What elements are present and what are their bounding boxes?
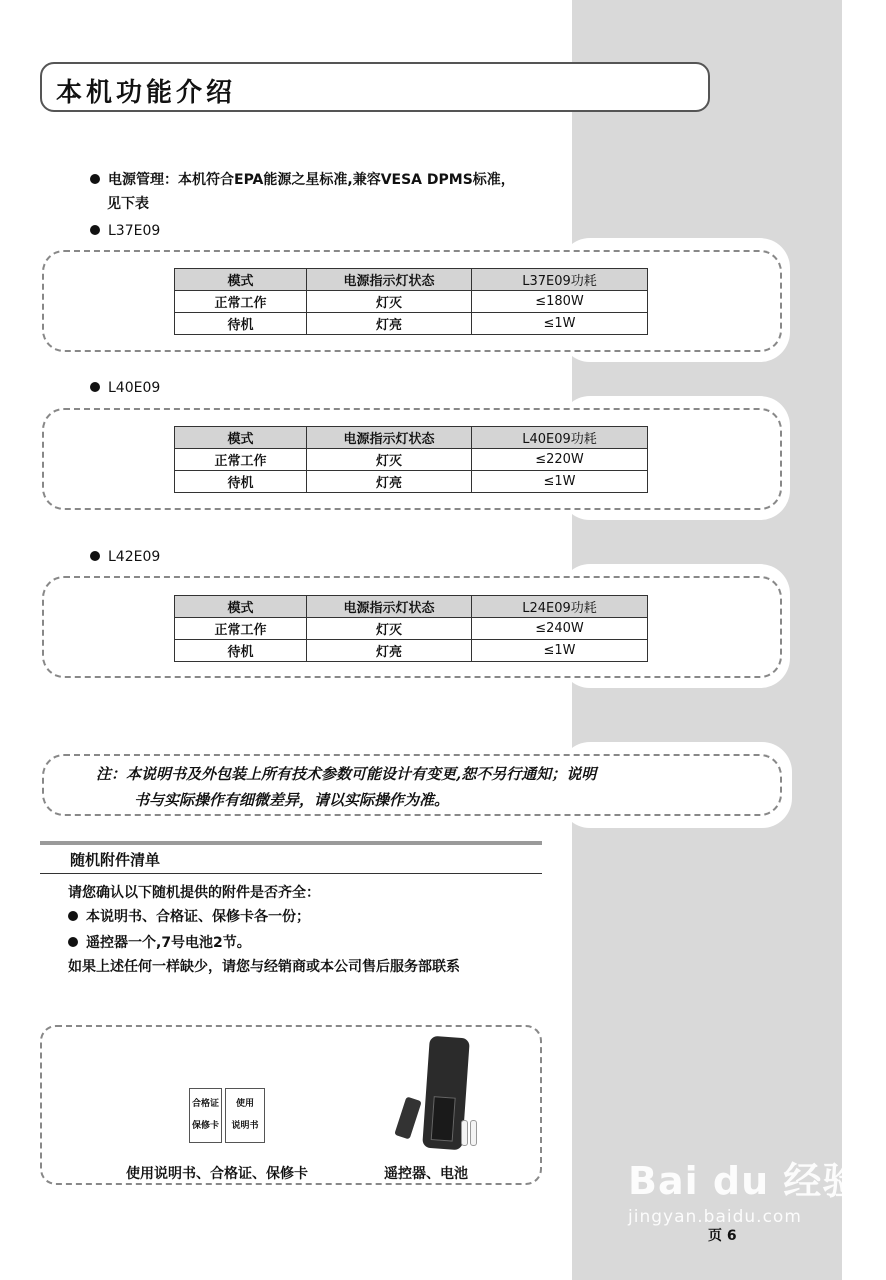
- power-table-3: [174, 595, 648, 662]
- table-row: [175, 291, 648, 313]
- bullet-icon: [90, 174, 100, 184]
- accessory-item-1: [68, 906, 310, 928]
- header-power: L40E09功耗: [472, 427, 648, 449]
- accessories-title: 随机附件清单: [70, 851, 161, 869]
- cell: 待机: [175, 471, 307, 493]
- model-name: L42E09: [108, 549, 161, 565]
- bullet-icon: [90, 551, 100, 561]
- header-power: L24E09功耗: [472, 596, 648, 618]
- cell: 灯灭: [307, 291, 472, 313]
- power-intro-line1: 电源管理：本机符合EPA能源之星标准,兼容VESA DPMS标准，: [108, 172, 515, 188]
- bullet-icon: [68, 937, 78, 947]
- note-line1: 注：本说明书及外包装上所有技术参数可能设计有变更,恕不另行通知；说明: [96, 765, 597, 783]
- table-header-row: [175, 596, 648, 618]
- page-title-box: [40, 62, 710, 112]
- section-underline: [40, 873, 542, 874]
- page-number: 页 6: [708, 1228, 737, 1244]
- cell: ≤240W: [472, 618, 648, 640]
- accessories-footer: 如果上述任何一样缺少，请您与经销商或本公司售后服务部联系: [68, 959, 460, 975]
- model-name: L40E09: [108, 380, 161, 396]
- watermark-url: jingyan.baidu.com: [628, 1207, 802, 1227]
- header-mode: 模式: [175, 427, 307, 449]
- note-line2: 书与实际操作有细微差异，请以实际操作为准。: [134, 791, 450, 809]
- cell: ≤1W: [472, 640, 648, 662]
- baidu-watermark: [628, 1150, 861, 1227]
- table-row: [175, 618, 648, 640]
- model-label-2: [90, 378, 160, 398]
- accessory-text: 遥控器一个,7号电池2节。: [86, 935, 251, 951]
- table-row: [175, 449, 648, 471]
- header-power: L37E09功耗: [472, 269, 648, 291]
- header-indicator: 电源指示灯状态: [307, 269, 472, 291]
- power-intro: [90, 169, 515, 191]
- power-intro-line2: 见下表: [107, 196, 149, 212]
- model-label-1: [90, 221, 160, 241]
- model-name: L37E09: [108, 223, 161, 239]
- caption-documents: 使用说明书、合格证、保修卡: [126, 1166, 308, 1182]
- cell: 灯亮: [307, 640, 472, 662]
- power-table-2: [174, 426, 648, 493]
- cell: 正常工作: [175, 449, 307, 471]
- manual-card: [225, 1088, 265, 1143]
- battery-bay: [431, 1096, 456, 1141]
- bullet-icon: [90, 382, 100, 392]
- power-table-1: [174, 268, 648, 335]
- table-row: [175, 313, 648, 335]
- model-label-3: [90, 547, 160, 567]
- table-header-row: [175, 427, 648, 449]
- right-margin: [842, 0, 886, 1280]
- bullet-icon: [90, 225, 100, 235]
- cell: ≤1W: [472, 313, 648, 335]
- cell: 待机: [175, 313, 307, 335]
- table-row: [175, 471, 648, 493]
- table-header-row: [175, 269, 648, 291]
- cell: 灯亮: [307, 471, 472, 493]
- cell: 待机: [175, 640, 307, 662]
- card-label: 合格证: [191, 1099, 219, 1109]
- header-indicator: 电源指示灯状态: [307, 427, 472, 449]
- card-label: 保修卡: [191, 1121, 219, 1131]
- cell: 灯灭: [307, 618, 472, 640]
- cell: ≤180W: [472, 291, 648, 313]
- card-label: 使用: [235, 1099, 254, 1109]
- battery-icon: [470, 1120, 477, 1146]
- bullet-icon: [68, 911, 78, 921]
- header-mode: 模式: [175, 596, 307, 618]
- page-title: 本机功能介绍: [56, 78, 237, 108]
- cell: ≤1W: [472, 471, 648, 493]
- header-indicator: 电源指示灯状态: [307, 596, 472, 618]
- header-mode: 模式: [175, 269, 307, 291]
- cell: 灯灭: [307, 449, 472, 471]
- caption-remote: 遥控器、电池: [384, 1166, 468, 1182]
- accessories-intro: 请您确认以下随机提供的附件是否齐全：: [68, 885, 320, 901]
- accessory-text: 本说明书、合格证、保修卡各一份；: [86, 909, 310, 925]
- section-rule: [40, 841, 542, 845]
- cell: 正常工作: [175, 291, 307, 313]
- cell: 正常工作: [175, 618, 307, 640]
- watermark-brand: Bai du 经验: [628, 1159, 862, 1203]
- cell: ≤220W: [472, 449, 648, 471]
- cell: 灯亮: [307, 313, 472, 335]
- table-row: [175, 640, 648, 662]
- certificate-card: [189, 1088, 222, 1143]
- accessory-item-2: [68, 932, 251, 954]
- battery-icon: [461, 1120, 468, 1146]
- card-label: 说明书: [231, 1121, 259, 1131]
